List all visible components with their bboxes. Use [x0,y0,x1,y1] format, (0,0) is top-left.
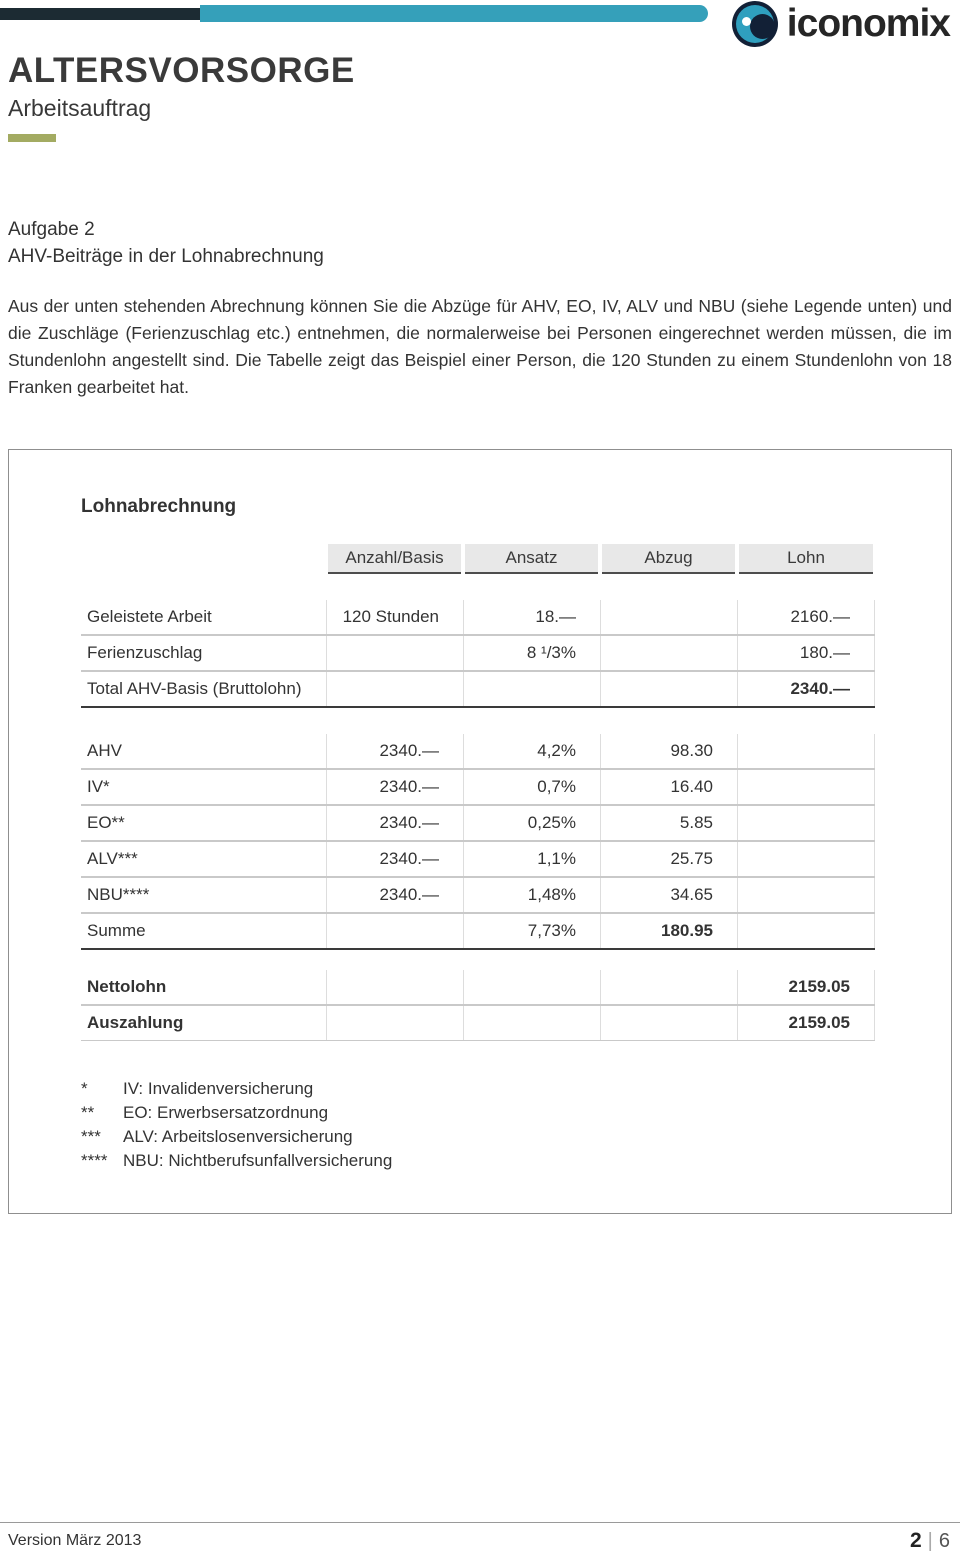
column-header-anzahl-basis: Anzahl/Basis [328,544,461,574]
cell-lohn: 2159.05 [737,1006,875,1040]
cell-ansatz [463,970,600,1004]
page-number [910,1529,950,1553]
table-row [81,877,875,913]
page-number-separator: | [927,1529,933,1552]
row-label: AHV [87,740,122,760]
cell-ansatz: 4,2% [463,734,600,768]
table-block-basis [81,600,875,708]
cell-lohn [737,842,875,876]
table-row-sum [81,913,875,948]
row-label: ALV*** [87,848,138,868]
cell-ansatz: 1,48% [463,878,600,912]
row-label: Summe [87,920,146,940]
cell-lohn [737,878,875,912]
table-row [81,734,875,769]
cell-abzug: 180.95 [600,914,737,948]
task-subheading: AHV-Beiträge in der Lohnabrechnung [8,246,324,268]
footnote [81,1077,951,1101]
version-label: Version März 2013 [8,1531,142,1549]
cell-ansatz [463,672,600,706]
page-number-total: 6 [938,1529,950,1552]
task-heading: Aufgabe 2 [8,218,95,240]
cell-abzug: 16.40 [600,770,737,804]
footnotes [81,1077,951,1173]
column-header-ansatz: Ansatz [465,544,598,574]
row-label: Geleistete Arbeit [87,606,212,626]
cell-abzug [600,970,737,1004]
cell-abzug [600,1006,737,1040]
cell-ansatz: 7,73% [463,914,600,948]
table-block-deductions [81,734,875,950]
table-row [81,841,875,877]
cell-abzug: 34.65 [600,878,737,912]
table-row-auszahlung [81,1005,875,1041]
cell-anzahl-basis [326,914,463,948]
cell-anzahl-basis: 2340.— [326,770,463,804]
cell-anzahl-basis: 2340.— [326,878,463,912]
cell-ansatz: 18.— [463,600,600,634]
table-row-nettolohn [81,970,875,1005]
cell-abzug: 5.85 [600,806,737,840]
cell-anzahl-basis: 120 Stunden [326,600,463,634]
cell-ansatz: 1,1% [463,842,600,876]
cell-ansatz [463,1006,600,1040]
page-subtitle: Arbeitsauftrag [8,94,152,121]
row-label: EO** [87,812,125,832]
row-label: Auszahlung [87,1012,184,1032]
cell-anzahl-basis [326,672,463,706]
cell-anzahl-basis: 2340.— [326,842,463,876]
payroll-table [81,544,875,1041]
footnote-mark: *** [81,1126,101,1146]
footnote-mark: * [81,1078,88,1098]
table-row [81,635,875,671]
table-header-row [81,544,875,574]
logo-wordmark: iconomix [786,2,950,45]
footnote-mark: ** [81,1102,95,1122]
cell-lohn: 2160.— [737,600,875,634]
row-label: Total AHV-Basis (Bruttolohn) [87,678,302,698]
cell-lohn: 2159.05 [737,970,875,1004]
table-row [81,600,875,635]
payroll-title: Lohnabrechnung [81,495,237,517]
table-row [81,805,875,841]
row-label: IV* [87,776,110,796]
column-header-lohn: Lohn [739,544,873,574]
footnote-text: ALV: Arbeitslosenversicherung [123,1126,353,1146]
table-block-result [81,970,875,1041]
brand-dash [8,134,56,142]
page-title: ALTERSVORSORGE [8,51,355,90]
cell-ansatz: 8 ¹/3% [463,636,600,670]
row-label: Ferienzuschlag [87,642,203,662]
footnote-text: EO: Erwerbsersatzordnung [123,1102,329,1122]
page-number-current: 2 [909,1528,922,1552]
footnote-text: NBU: Nichtberufsunfallversicherung [123,1150,393,1170]
cell-anzahl-basis: 2340.— [326,734,463,768]
cell-abzug: 25.75 [600,842,737,876]
page-footer [0,1522,960,1558]
cell-abzug [600,672,737,706]
cell-anzahl-basis [326,636,463,670]
cell-lohn [737,734,875,768]
payroll-box [8,449,952,1214]
cell-abzug: 98.30 [600,734,737,768]
task-paragraph: Aus der unten stehenden Abrechnung können Sie die Abzüge für AHV, EO, IV, ALV und NBU (siehe Legende unten) und die Zuschläge (Ferienzuschlag etc.) entnehmen, die normalerweise bei Personen eingerechnet werden müssen, die im Stundenlohn angestellt sind. Die Tabelle zeigt das Beispiel einer Person, die 120 Stunden zu einem Stundenlohn von 18 Franken gearbeitet hat. [8,295,952,397]
cell-lohn [737,806,875,840]
header-spacer [81,544,326,574]
row-label: Nettolohn [87,976,167,996]
cell-anzahl-basis [326,970,463,1004]
cell-lohn [737,914,875,948]
footnote-text: IV: Invalidenversicherung [123,1078,314,1098]
cell-ansatz: 0,7% [463,770,600,804]
cell-anzahl-basis [326,1006,463,1040]
cell-abzug [600,636,737,670]
footnote-mark: **** [81,1150,108,1170]
cell-lohn: 2340.— [737,672,875,706]
footnote [81,1149,951,1173]
footnote [81,1101,951,1125]
cell-abzug [600,600,737,634]
cell-ansatz: 0,25% [463,806,600,840]
table-row-total [81,671,875,706]
cell-lohn [737,770,875,804]
cell-lohn: 180.— [737,636,875,670]
column-header-abzug: Abzug [602,544,735,574]
row-label: NBU**** [87,884,150,904]
cell-anzahl-basis: 2340.— [326,806,463,840]
table-row [81,769,875,805]
footnote [81,1125,951,1149]
